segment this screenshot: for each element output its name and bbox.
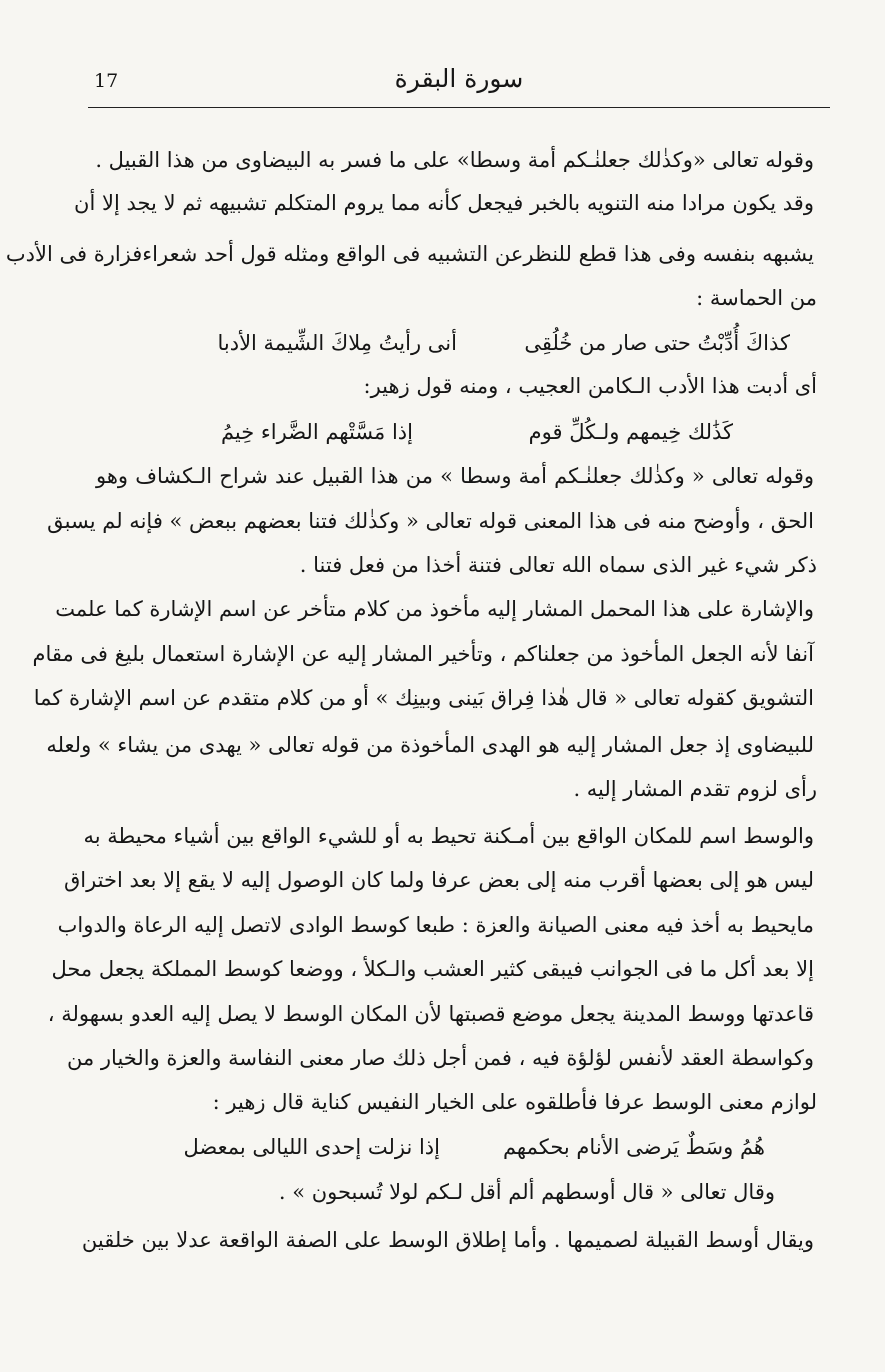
text-line: التشويق كقوله تعالى « قال هٰذا فِراق بَينى وبينِك » أو من كلام متقدم عن اسم الإشارة كما [33, 686, 814, 710]
text-line: ليس هو إلى بعضها أقرب منه إلى بعض عرفا ولما كان الوصول إليه لا يقع إلا بعد اختراق [63, 868, 814, 892]
text-line: وقوله تعالى « وكذٰلك جعلنٰـكم أمة وسطا » من هذا القبيل عند شراح الـكشاف وهو [96, 464, 814, 488]
text-line: ذكر شيء غير الذى سماه الله تعالى فتنة أخذا من فعل فتنا . [299, 553, 817, 577]
text-line: الحق ، وأوضح منه فى هذا المعنى قوله تعالى « وكذٰلك فتنا بعضهم ببعض » فإنه لم يسبق [47, 509, 814, 533]
poem-hemistich-right: كذاكَ أُدِّبْتُ حتى صار من خُلُقِى [524, 331, 790, 355]
text-line: رأى لزوم تقدم المشار إليه . [573, 777, 817, 801]
surah-title: سورة البقرة [394, 64, 524, 93]
poem-hemistich-right: كَذَٰلك خِيمهم ولـكُلِّ قوم [528, 420, 733, 444]
text-line: وقد يكون مرادا منه التنويه بالخبر فيجعل كأنه مما يروم المتكلم تشبيهه ثم لا يجد إلا أن [74, 191, 814, 215]
text-line: وقال تعالى « قال أوسطهم ألم أقل لـكم لولا تُسبحون » . [278, 1180, 775, 1204]
page-header [88, 62, 830, 110]
text-line: والوسط اسم للمكان الواقع بين أمـكنة تحيط به أو للشيء الواقع بين أشياء محيطة به [83, 824, 814, 848]
text-line: لوازم معنى الوسط عرفا فأطلقوه على الخيار النفيس كناية قال زهير : [212, 1090, 817, 1114]
text-line: وكواسطة العقد لأنفس لؤلؤة فيه ، فمن أجل ذلك صار معنى النفاسة والعزة والخيار من [67, 1046, 814, 1070]
text-line: والإشارة على هذا المحمل المشار إليه مأخوذ من كلام متأخر عن اسم الإشارة كما علمت [55, 597, 814, 621]
poem-hemistich-left: إذا نزلت إحدى الليالى بمعضل [183, 1135, 440, 1159]
text-line: يشبهه بنفسه وفى هذا قطع للنظرعن التشبيه فى الواقع ومثله قول أحد شعراءفزارة فى الأدب [5, 242, 814, 266]
text-line: أى أدبت هذا الأدب الـكامن العجيب ، ومنه قول زهير: [363, 374, 817, 398]
poem-hemistich-left: أنى رأيتُ مِلاكَ الشِّيمة الأدبا [217, 331, 457, 355]
text-line: ويقال أوسط القبيلة لصميمها . وأما إطلاق الوسط على الصفة الواقعة عدلا بين خلقين [81, 1228, 814, 1252]
text-line: للبيضاوى إذ جعل المشار إليه هو الهدى المأخوذة من قوله تعالى « يهدى من يشاء » ولعله [46, 733, 814, 757]
poem-hemistich-left: إذا مَسَّتْهم الضَّراء خِيمُ [220, 420, 413, 444]
text-line: إلا بعد أكل ما فى الجوانب فيبقى كثير العشب والـكلأ ، ووضعا كوسط المملكة يجعل محل [51, 957, 814, 981]
text-line: من الحماسة : [696, 286, 817, 310]
text-line: آنفا لأنه الجعل المأخوذ من جعلناكم ، وتأخير المشار إليه عن الإشارة استعمال بليغ فى مقام [32, 642, 814, 666]
header-rule [88, 107, 830, 108]
text-line: وقوله تعالى «وكذٰلك جعلنٰـكم أمة وسطا» على ما فسر به البيضاوى من هذا القبيل . [95, 148, 814, 172]
text-line: قاعدتها ووسط المدينة يجعل موضع قصبتها لأن المكان الوسط لا يصل إليه العدو بسهولة ، [47, 1002, 814, 1026]
poem-hemistich-right: هُمُ وسَطٌ يَرضى الأنام بحكمهم [502, 1135, 765, 1159]
page-number: 17 [94, 70, 119, 92]
text-line: مايحيط به أخذ فيه معنى الصيانة والعزة : طبعا كوسط الوادى لاتصل إليه الرعاة والدواب [57, 913, 814, 937]
